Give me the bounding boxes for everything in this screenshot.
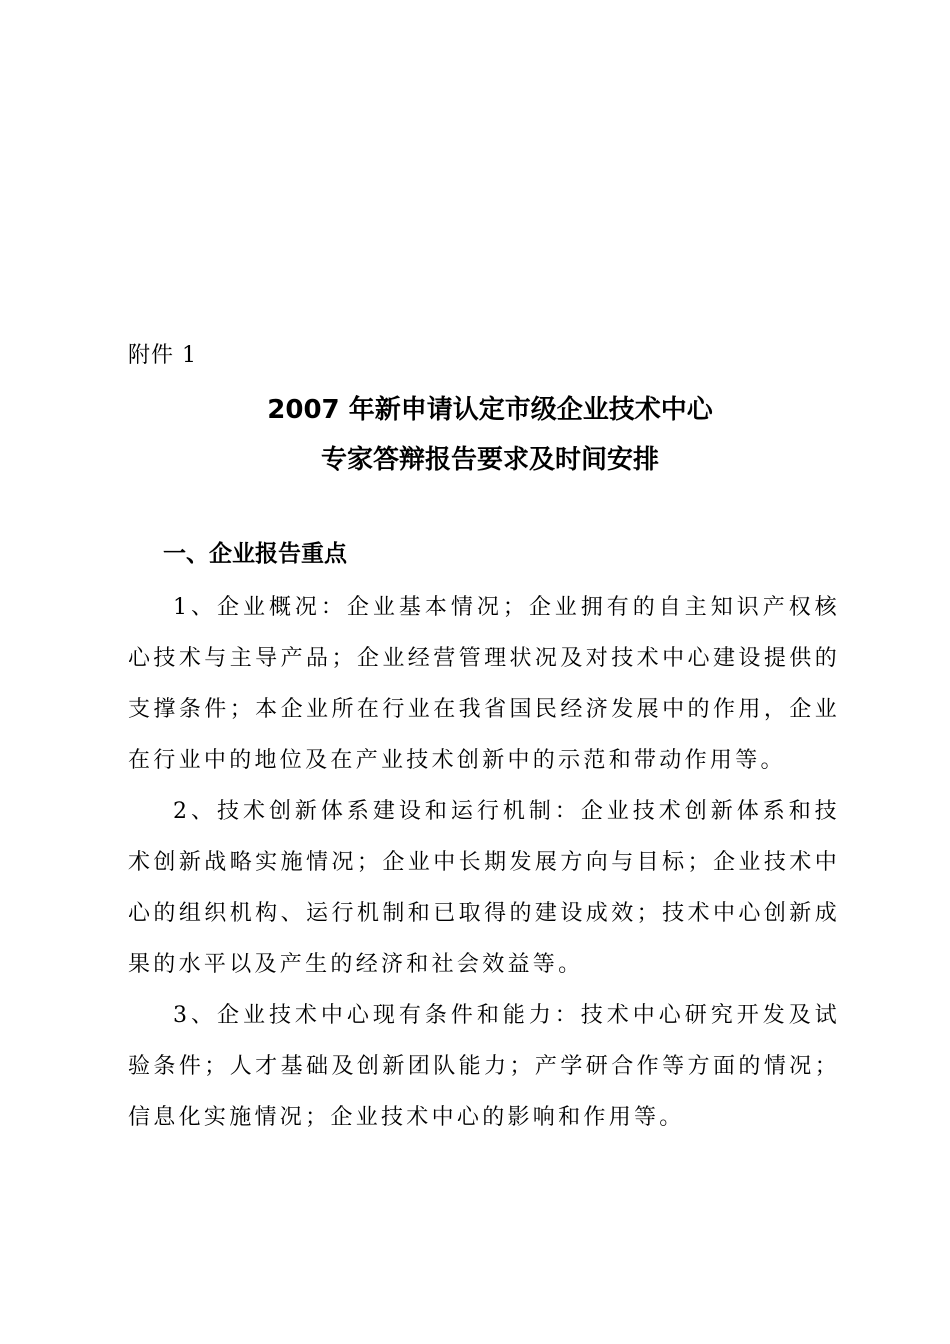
document-title-line-2: 专家答辩报告要求及时间安排 [320,445,659,475]
paragraph-1: 1、企业概况：企业基本情况；企业拥有的自主知识产权核心技术与主导产品；企业经营管理状况及对技术中心建设提供的支撑条件；本企业所在行业在我省国民经济发展中的作用，企业在行业中的地位及在产业技术创新中的示范和带动作用等。 [128,595,840,773]
paragraph-2: 2、技术创新体系建设和运行机制：企业技术创新体系和技术创新战略实施情况；企业中长期发展方向与目标；企业技术中心的组织机构、运行机制和已取得的建设成效；技术中心创新成果的水平以及产生的经济和社会效益等。 [128,799,840,977]
attachment-label: 附件 1 [128,343,197,368]
document-title-line-1: 2007 年新申请认定市级企业技术中心 [267,395,713,425]
paragraph-3: 3、企业技术中心现有条件和能力：技术中心研究开发及试验条件；人才基础及创新团队能力；产学研合作等方面的情况；信息化实施情况；企业技术中心的影响和作用等。 [128,1003,840,1130]
section-heading: 一、企业报告重点 [163,541,347,567]
